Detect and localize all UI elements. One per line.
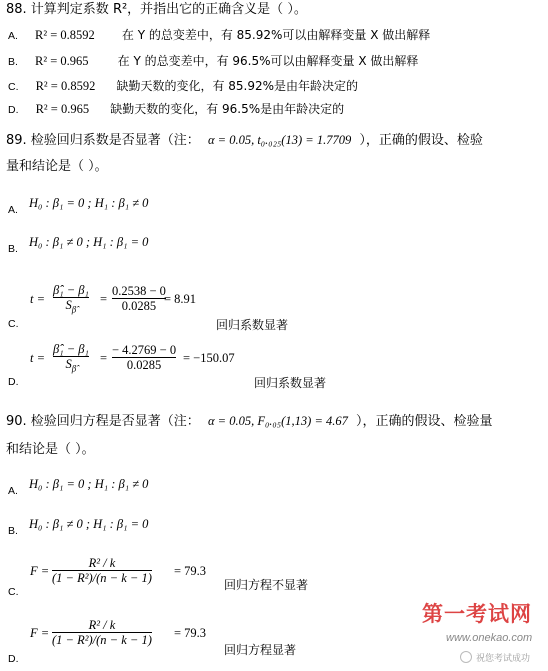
option-label: B. [8, 243, 18, 255]
watermark-url: www.onekao.com [446, 632, 533, 644]
formula-result: = 79.3 [174, 564, 207, 578]
q89-condition: α = 0.05, t₀.₀₂₅(13) = 1.7709 [207, 133, 352, 147]
option-expr: R² = 0.965 [35, 54, 89, 68]
formula-fraction [52, 556, 152, 585]
option-conclusion: 回归系数显著 [216, 318, 289, 332]
denominator-base: S [65, 357, 72, 371]
option-label: D. [8, 104, 19, 116]
formula-result: = −150.07 [183, 351, 235, 365]
q89-stem-end: ），正确的假设、检验 [359, 133, 483, 148]
q90-condition: α = 0.05, F₀.₀₅(1,13) = 4.67 [207, 414, 348, 428]
option-conclusion: 回归方程不显著 [224, 578, 309, 592]
option-label: D. [8, 376, 19, 388]
option-expr: H₀ : β₁ ≠ 0 ; H₁ : β₁ = 0 [29, 517, 149, 531]
q90-option-a[interactable] [8, 473, 149, 497]
option-text: 缺勤天数的变化，有 85.92%是由年龄决定的 [116, 79, 359, 93]
watermark-brand: 第一考试网 [422, 602, 532, 626]
option-expr: H₀ : β₁ = 0 ; H₁ : β₁ ≠ 0 [29, 477, 149, 491]
fraction-numerator: β̂₁ − β₁ [53, 283, 89, 297]
formula-equals: = [100, 292, 108, 306]
option-label: B. [8, 525, 18, 537]
option-text: 在 Y 的总变差中，有 85.92%可以由解释变量 X 做出解释 [121, 28, 431, 42]
option-label: C. [8, 81, 19, 93]
fraction-denominator: (1 − R²)/(n − k − 1) [52, 633, 152, 647]
q88-option-a[interactable] [8, 24, 430, 43]
q88-option-d[interactable] [8, 98, 344, 117]
option-expr: R² = 0.8592 [35, 79, 96, 93]
option-label: C. [8, 586, 19, 598]
option-expr: H₀ : β₁ ≠ 0 ; H₁ : β₁ = 0 [29, 235, 149, 249]
fraction-denominator: 0.0285 [121, 299, 157, 313]
fraction-denominator: 0.0285 [126, 358, 162, 372]
q88-option-c[interactable] [8, 75, 358, 94]
q89-stem-line1 [6, 133, 483, 148]
formula-result: = 8.91 [164, 292, 197, 306]
formula-result: = 79.3 [174, 626, 207, 640]
q88-stem: 88. 计算判定系数 R²，并指出它的正确含义是（ ）。 [6, 2, 307, 17]
formula-fraction-symbolic [53, 342, 89, 376]
option-label: A. [8, 204, 18, 216]
fraction-numerator: β̂₁ − β₁ [53, 342, 89, 356]
fraction-numerator: − 4.2769 − 0 [112, 343, 177, 357]
denominator-subscript: β̂ [71, 363, 77, 374]
option-label: A. [8, 485, 18, 497]
fraction-denominator: (1 − R²)/(n − k − 1) [52, 571, 152, 585]
q89-option-b[interactable] [8, 231, 149, 255]
q89-stem-line2: 量和结论是（ ）。 [6, 159, 108, 174]
denominator-subscript: β̂ [71, 304, 77, 315]
option-conclusion: 回归系数显著 [254, 376, 327, 390]
denominator-base: S [65, 298, 72, 312]
q90-stem-line1 [6, 414, 493, 429]
option-conclusion: 回归方程显著 [224, 643, 297, 657]
q90-stem-line2: 和结论是（ ）。 [6, 442, 95, 457]
option-text: 缺勤天数的变化，有 96.5%是由年龄决定的 [110, 102, 345, 116]
option-label: D. [8, 653, 19, 665]
formula-equals: = [100, 351, 108, 365]
option-expr: R² = 0.8592 [35, 28, 95, 42]
q89-option-a[interactable] [8, 192, 149, 216]
formula-fraction [52, 618, 152, 647]
q89-stem-start: 89. 检验回归系数是否显著（注： [6, 133, 200, 148]
option-text: 在 Y 的总变差中，有 96.5%可以由解释变量 X 做出解释 [117, 54, 419, 68]
option-expr: R² = 0.965 [35, 102, 90, 116]
option-label: B. [8, 56, 18, 68]
option-label: A. [8, 30, 18, 42]
option-expr: H₀ : β₁ = 0 ; H₁ : β₁ ≠ 0 [29, 196, 149, 210]
fraction-denominator [66, 357, 77, 376]
watermark [416, 598, 546, 670]
q90-stem-start: 90. 检验回归方程是否显著（注： [6, 414, 200, 429]
q88-option-b[interactable] [8, 50, 418, 69]
option-label: C. [8, 318, 19, 330]
formula-lhs: t = [30, 351, 46, 365]
formula-lhs: t = [30, 292, 46, 306]
q90-stem-end: ），正确的假设、检验量 [356, 414, 493, 429]
formula-lhs: F = [30, 626, 50, 640]
formula-fraction-numeric [112, 284, 166, 313]
formula-fraction-symbolic [53, 283, 89, 317]
fraction-denominator [66, 298, 77, 317]
fraction-numerator: R² / k [88, 618, 116, 632]
fraction-numerator: R² / k [88, 556, 116, 570]
watermark-logo-icon [460, 651, 472, 663]
watermark-slogan: 祝您考试成功 [476, 654, 531, 664]
fraction-numerator: 0.2538 − 0 [112, 284, 166, 298]
q90-option-b[interactable] [8, 513, 149, 537]
formula-lhs: F = [30, 564, 50, 578]
formula-fraction-numeric [112, 343, 176, 372]
